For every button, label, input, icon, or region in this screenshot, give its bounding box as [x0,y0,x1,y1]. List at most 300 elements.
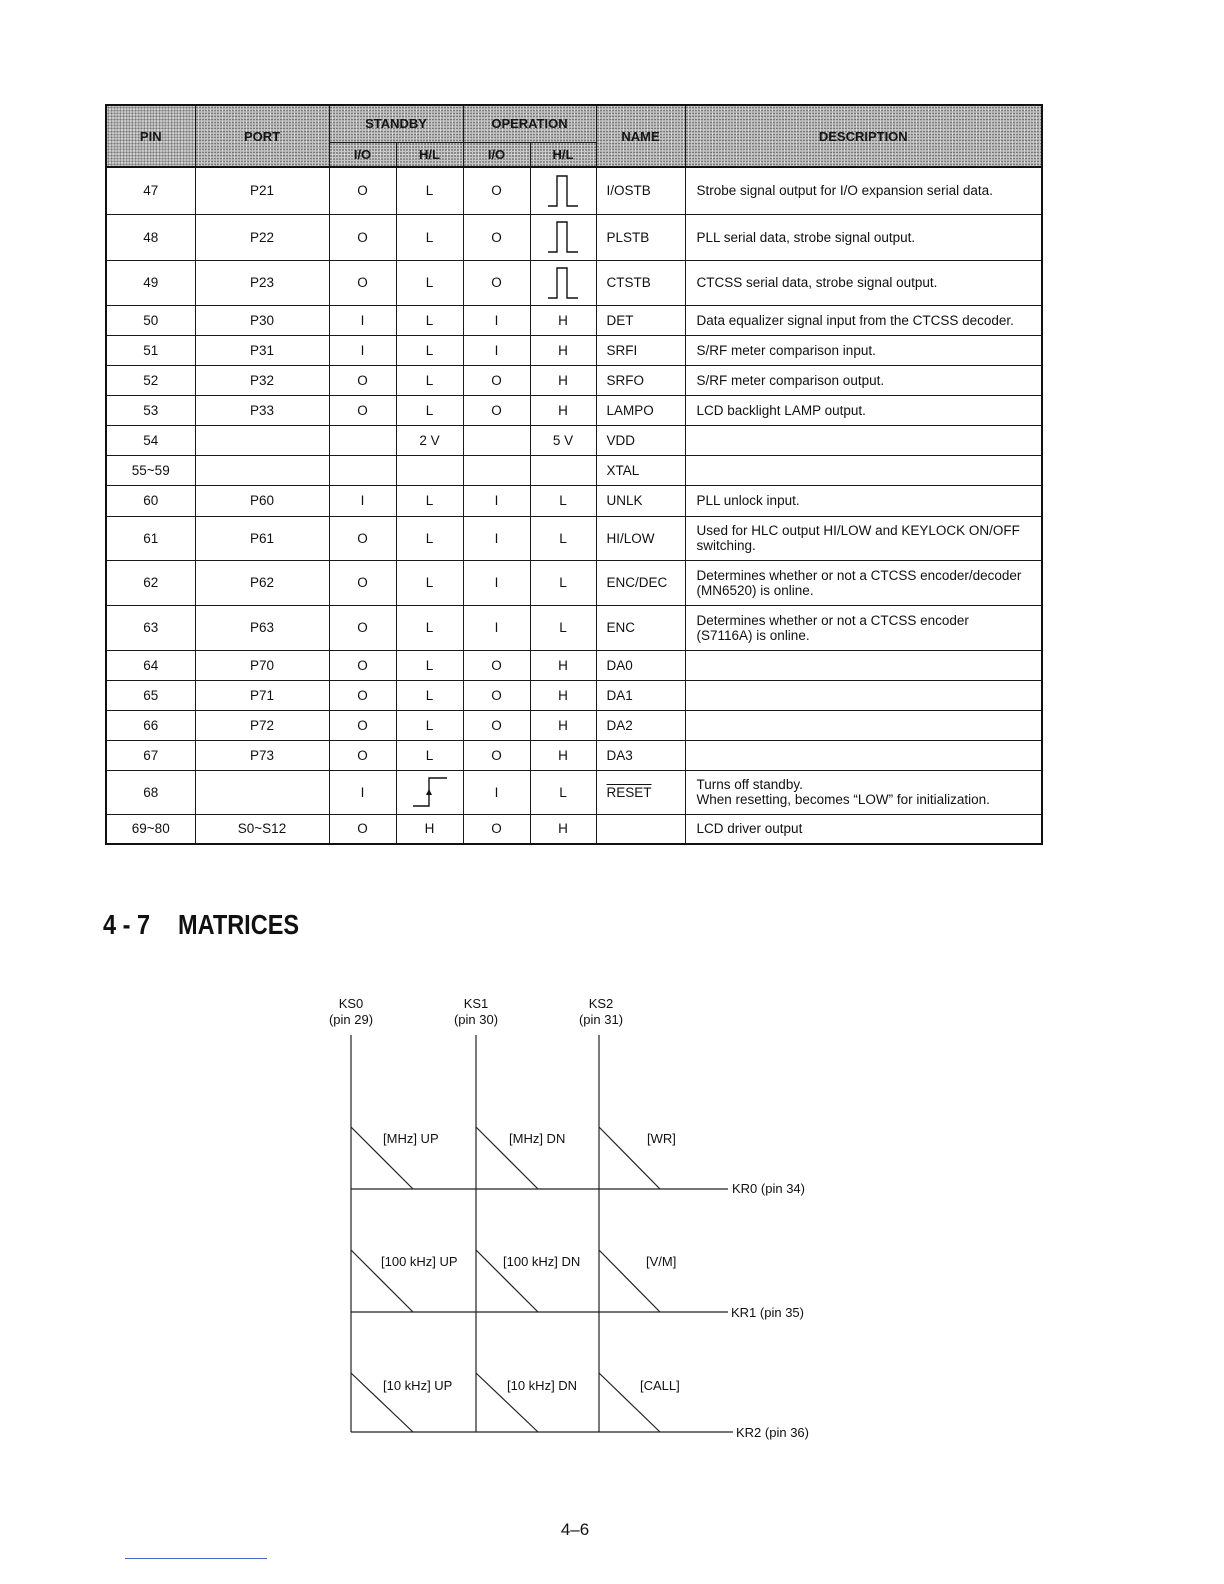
port-cell [195,425,329,455]
operation-hl-value: 5 V [552,432,574,448]
standby-io-value: O [357,229,368,245]
standby-io-value: I [360,312,365,328]
table-row [106,650,1042,680]
standby-io-value: O [357,687,368,703]
port-cell [195,740,329,770]
port-cell [195,710,329,740]
standby-hl-value: L [425,229,434,245]
table-row [106,455,1042,485]
standby-io-cell [329,560,396,605]
operation-io-value: I [494,530,499,546]
matrix-key-label: [10 kHz] UP [383,1378,453,1393]
signal-description: Determines whether or not a CTCSS encoder (S7116A) is online. [696,612,969,643]
pin-number-cell [106,167,195,214]
table-row [106,485,1042,516]
port-cell [195,680,329,710]
table-row [106,335,1042,365]
footer-rule [125,1558,267,1559]
description-cell [685,485,1042,516]
pin-number-cell [106,680,195,710]
operation-hl-cell [530,740,596,770]
standby-hl-value: L [425,620,434,635]
operation-hl-cell [530,485,596,516]
pin-table-body [106,167,1042,844]
pin-number-cell [106,214,195,260]
operation-io-value: O [491,657,502,673]
operation-io-value: O [491,372,502,388]
standby-hl-cell [396,516,463,560]
operation-hl-cell [530,167,596,214]
operation-io-cell [463,167,530,214]
pin-number: 62 [143,575,159,590]
operation-hl-cell [530,770,596,814]
port-cell [195,485,329,516]
pin-number-cell [106,395,195,425]
operation-hl-cell [530,260,596,305]
standby-io-value: O [357,183,368,199]
operation-io-cell [463,560,530,605]
operation-io-cell [463,770,530,814]
standby-hl-cell [396,650,463,680]
header-standby-io: I/O [329,142,396,167]
pin-number: 48 [143,229,159,245]
return-line-label: KR0 (pin 34) [732,1181,805,1196]
standby-io-value: O [357,402,368,418]
standby-io-cell [329,395,396,425]
operation-hl-cell [530,605,596,650]
description-cell [685,365,1042,395]
matrix-key-label: [100 kHz] UP [381,1254,458,1269]
table-row [106,605,1042,650]
pin-number: 54 [143,432,159,448]
standby-io-cell [329,516,396,560]
standby-hl-cell [396,740,463,770]
operation-io-cell [463,260,530,305]
standby-hl-cell [396,680,463,710]
standby-io-value: O [357,747,368,763]
operation-hl-cell [530,335,596,365]
standby-hl-cell [396,335,463,365]
pin-number: 60 [143,493,159,508]
port-cell [195,260,329,305]
signal-name: UNLK [606,493,643,508]
pin-number-cell [106,305,195,335]
standby-hl-cell [396,214,463,260]
section-number: 4 - 7 [103,909,151,940]
standby-hl-cell [396,425,463,455]
standby-hl-cell [396,560,463,605]
standby-io-cell [329,680,396,710]
header-standby: STANDBY [329,105,463,142]
signal-name: LAMPO [606,402,654,418]
operation-hl-value: H [558,312,568,328]
signal-name: PLSTB [606,229,650,245]
pin-number: 67 [143,747,159,763]
signal-description: S/RF meter comparison input. [696,342,876,358]
operation-hl-cell [530,395,596,425]
port-name: P73 [249,747,275,763]
port-cell [195,455,329,485]
matrix-key-label: [100 kHz] DN [503,1254,581,1269]
pin-number: 53 [143,402,159,418]
description-cell [685,305,1042,335]
pin-number: 52 [143,372,159,388]
standby-hl-value: L [425,493,434,508]
matrix-key-label: [MHz] UP [383,1131,439,1146]
pin-number: 66 [143,717,159,733]
port-name: P71 [249,687,275,703]
description-cell [685,516,1042,560]
standby-io-cell [329,710,396,740]
signal-name: DA2 [606,717,633,733]
standby-io-cell [329,260,396,305]
operation-hl-cell [530,516,596,560]
operation-io-value: O [491,402,502,418]
signal-description: Data equalizer signal input from the CTCSS decoder. [696,312,1014,328]
table-row [106,710,1042,740]
table-row [106,425,1042,455]
return-line-label: KR2 (pin 36) [736,1425,809,1440]
operation-io-value: O [491,687,502,703]
port-cell [195,770,329,814]
signal-name-cell [596,260,685,305]
standby-io-cell [329,305,396,335]
operation-io-cell [463,650,530,680]
table-row [106,740,1042,770]
scan-line-pin: (pin 31) [578,1012,624,1027]
pin-number: 64 [143,657,159,673]
port-cell [195,167,329,214]
return-line-label: KR1 (pin 35) [731,1305,804,1320]
port-cell [195,560,329,605]
table-row [106,305,1042,335]
standby-io-value: I [360,342,365,358]
key-matrix-diagram [300,985,860,1455]
matrix-key-label: [WR] [647,1131,676,1146]
header-operation-hl: H/L [530,142,596,167]
signal-description: S/RF meter comparison output. [696,372,885,388]
signal-name-cell [596,365,685,395]
port-cell [195,214,329,260]
description-cell [685,335,1042,365]
signal-description: LCD driver output [696,821,803,837]
description-cell [685,605,1042,650]
signal-name: DA3 [606,747,633,763]
operation-io-cell [463,395,530,425]
pin-number-cell [106,814,195,844]
standby-hl-cell [396,485,463,516]
port-name: P70 [249,657,275,673]
signal-name: I/OSTB [606,183,651,199]
operation-io-value: O [491,717,502,733]
header-port: PORT [195,105,329,167]
description-cell [685,740,1042,770]
pin-number: 68 [143,784,159,800]
operation-hl-cell [530,814,596,844]
standby-hl-cell [396,167,463,214]
operation-io-cell [463,710,530,740]
table-row [106,214,1042,260]
signal-description: Determines whether or not a CTCSS encoder/decoder (MN6520) is online. [696,567,1022,598]
description-cell [685,425,1042,455]
pin-number: 49 [143,275,159,290]
rising-edge-icon [412,776,448,808]
operation-io-value: I [494,575,499,590]
operation-hl-value: H [558,657,568,673]
pin-number-cell [106,560,195,605]
operation-io-value: O [491,275,502,290]
operation-hl-cell [530,425,596,455]
table-row [106,680,1042,710]
signal-name: DA1 [606,687,633,703]
matrix-key-label: [CALL] [640,1378,680,1393]
matrix-key-label: [V/M] [646,1254,677,1269]
standby-io-value: O [357,530,368,546]
standby-hl-cell [396,710,463,740]
standby-io-value: O [357,717,368,733]
signal-name-cell [596,710,685,740]
pin-number-cell [106,335,195,365]
standby-hl-value: 2 V [419,432,440,448]
standby-io-cell [329,650,396,680]
operation-hl-value: L [559,784,567,800]
scan-line-pin: (pin 29) [328,1012,374,1027]
standby-io-cell [329,455,396,485]
standby-hl-value: L [425,687,434,703]
signal-name: SRFI [606,342,638,358]
port-name: P63 [249,620,275,635]
operation-hl-value: L [559,493,567,508]
operation-io-cell [463,425,530,455]
scan-line-label: KS1 [463,996,489,1011]
operation-hl-value: H [558,687,568,703]
port-cell [195,516,329,560]
operation-hl-cell [530,710,596,740]
operation-hl-value: H [558,372,568,388]
operation-io-value: O [491,821,502,837]
port-name: S0~S12 [237,821,287,837]
standby-hl-value: L [425,717,434,733]
description-cell [685,560,1042,605]
pin-number: 51 [143,342,159,358]
table-row [106,365,1042,395]
signal-name-cell [596,335,685,365]
signal-name-cell [596,485,685,516]
operation-hl-cell [530,560,596,605]
operation-io-value: I [494,620,499,635]
operation-hl-value: H [558,717,568,733]
signal-description: CTCSS serial data, strobe signal output. [696,275,938,290]
signal-name: VDD [606,432,636,448]
pin-number-cell [106,260,195,305]
port-name: P22 [249,229,275,245]
signal-name-cell [596,214,685,260]
standby-hl-value: L [425,747,434,763]
pin-number-cell [106,485,195,516]
operation-hl-value: H [558,747,568,763]
operation-io-cell [463,335,530,365]
standby-io-value: I [360,493,365,508]
section-title: MATRICES [178,909,300,940]
port-cell [195,365,329,395]
description-cell [685,814,1042,844]
operation-hl-value: H [558,821,568,837]
pin-number: 63 [143,620,159,635]
operation-io-cell [463,680,530,710]
standby-hl-cell [396,365,463,395]
description-cell [685,167,1042,214]
pin-number: 69~80 [131,821,170,837]
pin-number: 47 [143,183,159,199]
standby-hl-cell [396,395,463,425]
pin-number-cell [106,455,195,485]
signal-name-cell [596,560,685,605]
standby-io-value: O [357,620,368,635]
signal-name: ENC/DEC [606,575,668,590]
standby-io-cell [329,770,396,814]
signal-description: Used for HLC output HI/LOW and KEYLOCK ON/OFF switching. [696,523,1020,553]
standby-io-cell [329,167,396,214]
description-cell [685,710,1042,740]
scan-line-label: KS0 [338,996,364,1011]
signal-name-cell [596,516,685,560]
signal-description: PLL unlock input. [696,493,800,508]
port-cell [195,605,329,650]
table-header [106,105,1042,167]
pin-number-cell [106,516,195,560]
pulse-icon [547,174,579,208]
table-row [106,260,1042,305]
standby-hl-value: L [425,657,434,673]
standby-io-cell [329,605,396,650]
operation-io-value: I [494,784,499,800]
standby-io-cell [329,335,396,365]
pulse-icon [547,220,579,254]
operation-io-value: I [494,342,499,358]
operation-io-value: I [494,493,499,508]
standby-hl-value: L [425,575,434,590]
operation-io-value: O [491,229,502,245]
operation-io-cell [463,455,530,485]
signal-name-cell [596,455,685,485]
standby-hl-value: L [425,530,434,546]
port-name: P32 [249,372,275,388]
signal-description: Turns off standby. When resetting, becomes “LOW” for initialization. [696,777,990,807]
pin-number-cell [106,605,195,650]
standby-io-cell [329,485,396,516]
scan-line-label: KS2 [588,996,614,1011]
description-cell [685,395,1042,425]
pin-number-cell [106,770,195,814]
operation-io-cell [463,214,530,260]
operation-io-cell [463,516,530,560]
table-row [106,167,1042,214]
port-name: P62 [249,575,275,590]
port-cell [195,335,329,365]
port-name: P21 [249,183,275,199]
signal-name-cell [596,650,685,680]
standby-hl-value: L [425,342,434,358]
header-operation: OPERATION [463,105,596,142]
header-operation-io: I/O [463,142,530,167]
operation-hl-value: L [559,530,567,546]
table-row [106,814,1042,844]
operation-hl-cell [530,680,596,710]
standby-io-cell [329,214,396,260]
port-name: P60 [249,493,275,508]
description-cell [685,214,1042,260]
standby-hl-value: L [425,312,434,328]
description-cell [685,680,1042,710]
matrix-key-label: [10 kHz] DN [507,1378,578,1393]
signal-name: CTSTB [606,275,651,290]
signal-name: DET [606,312,634,328]
port-cell [195,650,329,680]
operation-io-value: O [491,183,502,199]
description-cell [685,455,1042,485]
signal-name-cell [596,305,685,335]
header-name: NAME [596,105,685,167]
pin-number: 50 [143,312,159,328]
pin-number: 55~59 [131,462,170,478]
operation-io-value: O [491,747,502,763]
port-name: P72 [249,717,275,733]
standby-hl-value: H [424,821,435,837]
standby-hl-value: L [425,372,434,388]
operation-hl-cell [530,650,596,680]
operation-io-cell [463,605,530,650]
standby-io-cell [329,740,396,770]
port-name: P30 [249,312,275,328]
standby-io-value: O [357,372,368,388]
matrix-key-label: [MHz] DN [509,1131,566,1146]
signal-name-cell [596,770,685,814]
port-cell [195,395,329,425]
operation-io-value: I [494,312,499,328]
signal-name: DA0 [606,657,633,673]
standby-io-value: O [357,575,368,590]
pulse-icon [547,266,579,300]
operation-hl-value: L [559,620,567,635]
description-cell [685,770,1042,814]
operation-io-cell [463,485,530,516]
standby-io-value: O [357,821,368,837]
standby-io-cell [329,365,396,395]
standby-hl-cell [396,605,463,650]
signal-name-cell [596,167,685,214]
port-cell [195,305,329,335]
operation-hl-value: L [559,575,567,590]
operation-hl-cell [530,214,596,260]
operation-hl-value: H [558,402,568,418]
description-cell [685,260,1042,305]
signal-name: HI/LOW [606,530,655,546]
standby-hl-value: L [425,402,434,418]
standby-hl-cell [396,770,463,814]
port-name: P61 [249,530,275,546]
table-row [106,395,1042,425]
signal-name-cell [596,605,685,650]
signal-name-cell [596,740,685,770]
operation-hl-cell [530,305,596,335]
port-name: P23 [249,275,275,290]
table-row [106,770,1042,814]
port-name: P31 [249,342,275,358]
standby-io-cell [329,814,396,844]
pin-function-table [105,104,1043,845]
pin-number-cell [106,365,195,395]
standby-io-value: I [360,784,365,800]
